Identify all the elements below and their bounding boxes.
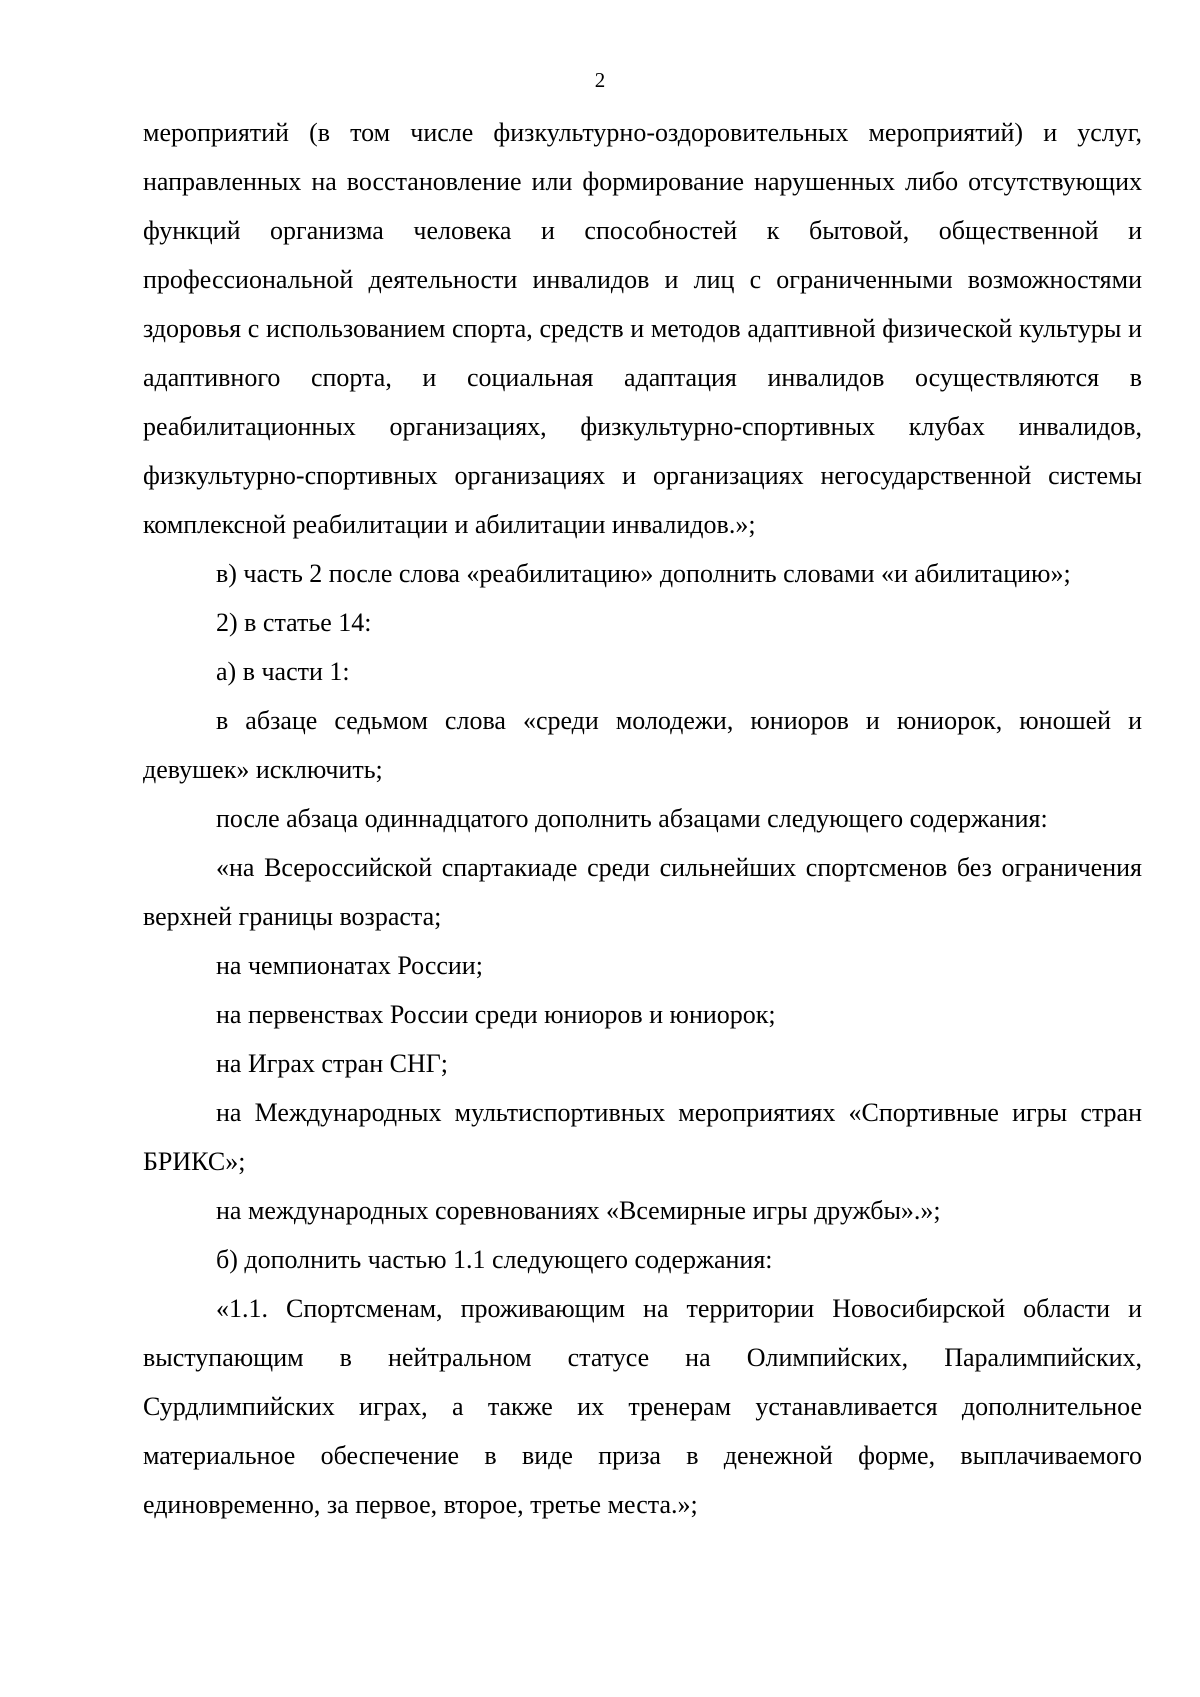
paragraph-continuation: мероприятий (в том числе физкультурно-оздоровительных мероприятий) и услуг, направленных на восстановление или формирование нарушенных либо отсутствующих функций организма человека и способностей к бытовой, общественной и профессиональной деятельности инвалидов и лиц с ограниченными возможностями здоровья с использованием спорта, средств и методов адаптивной физической культуры и адаптивного спорта, и социальная адаптация инвалидов осуществляются в реабилитационных организациях, физкультурно-спортивных клубах инвалидов, физкультурно-спортивных организациях и организациях негосударственной системы комплексной реабилитации и абилитации инвалидов.»;	[143, 118, 1142, 539]
paragraph-junior-championships: на первенствах России среди юниоров и юниорок;	[216, 1000, 776, 1029]
paragraph-brics-games: на Международных мультиспортивных мероприятиях «Спортивные игры стран БРИКС»;	[143, 1098, 1142, 1176]
paragraph-part-1-1: «1.1. Спортсменам, проживающим на территории Новосибирской области и выступающим в нейтральном статусе на Олимпийских, Паралимпийских, Сурдлимпийских играх, а также их тренерам устанавливается дополнительное материальное обеспечение в виде приза в денежной форме, выплачиваемого единовременно, за первое, второе, третье места.»;	[143, 1294, 1142, 1519]
page-number: 2	[594, 68, 606, 92]
paragraph-after-abzac-11: после абзаца одиннадцатого дополнить абзацами следующего содержания:	[216, 804, 1048, 833]
paragraph-abzac-7: в абзаце седьмом слова «среди молодежи, юниоров и юниорок, юношей и девушек» исключить;	[143, 706, 1142, 784]
paragraph-item-b: б) дополнить частью 1.1 следующего содержания:	[216, 1245, 773, 1274]
paragraph-championships: на чемпионатах России;	[216, 951, 483, 980]
paragraph-item-a: а) в части 1:	[216, 657, 350, 686]
paragraph-item-v: в) часть 2 после слова «реабилитацию» дополнить словами «и абилитацию»;	[216, 559, 1071, 588]
document-body	[143, 108, 1142, 1529]
paragraph-spartakiada: «на Всероссийской спартакиаде среди сильнейших спортсменов без ограничения верхней границы возраста;	[143, 853, 1142, 931]
paragraph-cis-games: на Играх стран СНГ;	[216, 1049, 448, 1078]
paragraph-item-2: 2) в статье 14:	[216, 608, 372, 637]
paragraph-friendship-games: на международных соревнованиях «Всемирные игры дружбы».»;	[216, 1196, 941, 1225]
